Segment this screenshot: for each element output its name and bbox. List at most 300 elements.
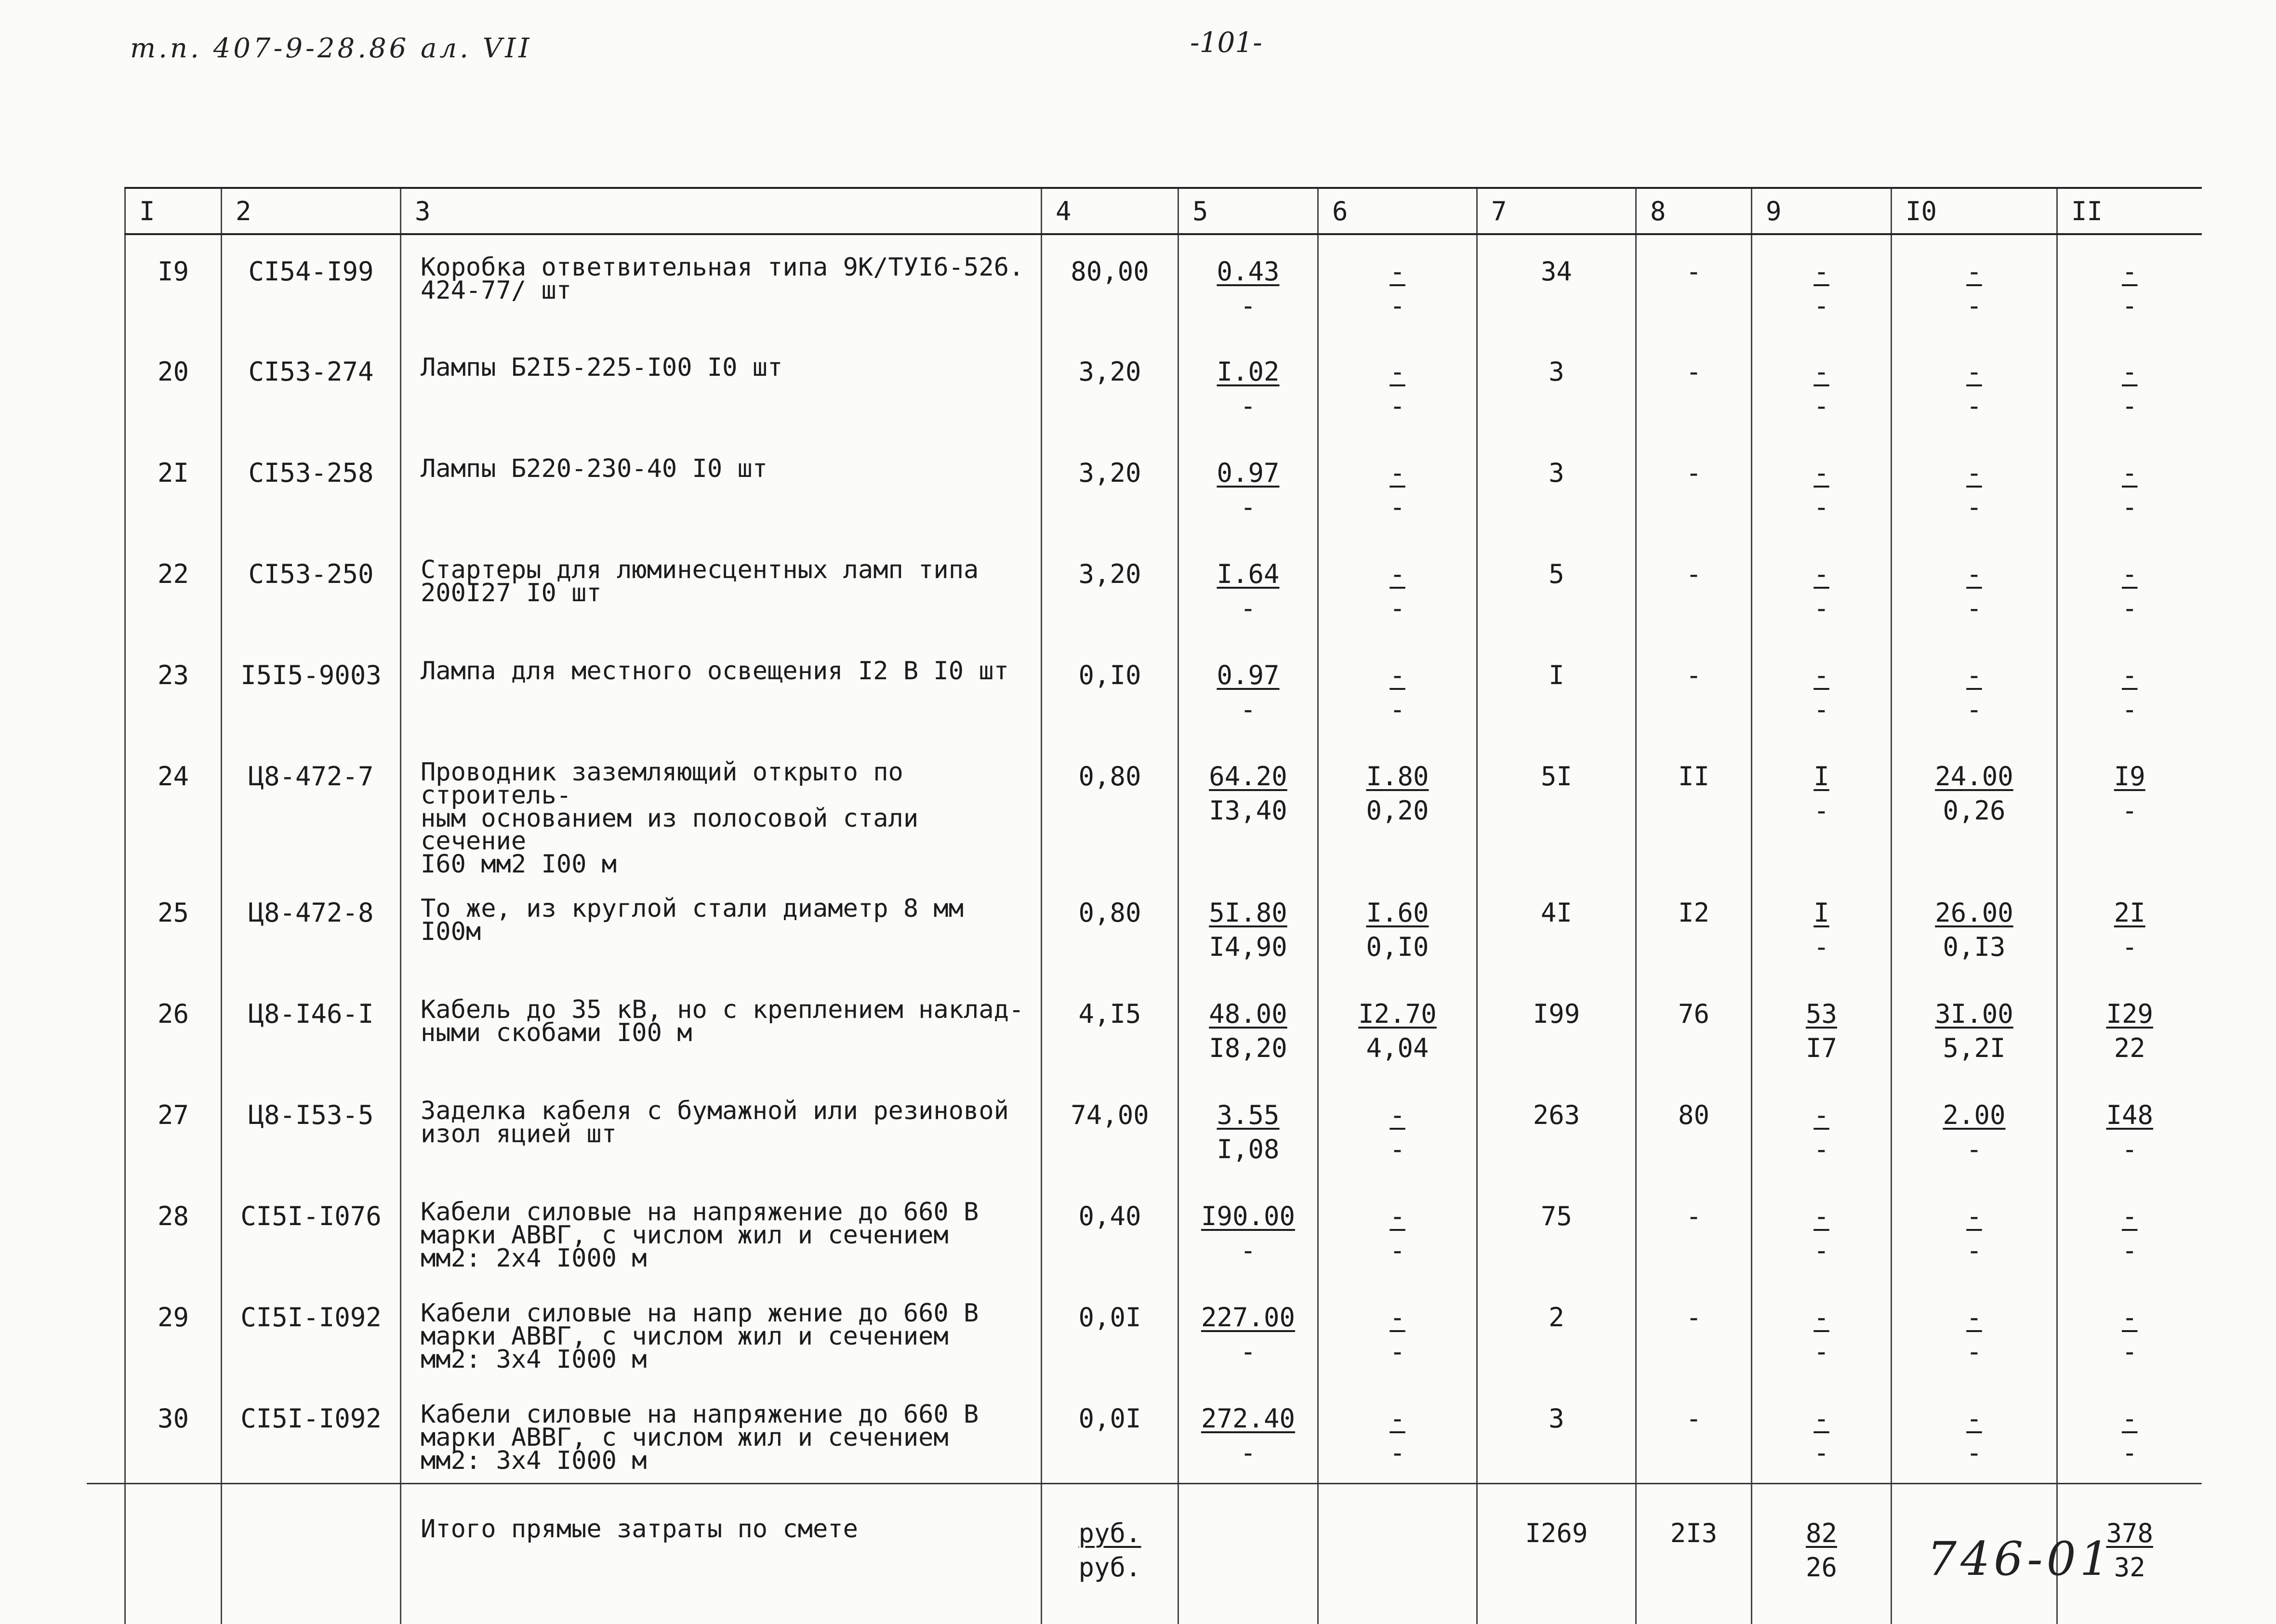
fraction-value xyxy=(1217,559,1279,623)
description-line: марки АВВГ, с числом жил и сечением xyxy=(421,1423,949,1452)
fraction-denominator: - xyxy=(1813,795,1829,826)
fraction-numerator: - xyxy=(1813,1302,1829,1333)
fraction-value xyxy=(1389,458,1405,522)
fraction-numerator: 2I xyxy=(2114,898,2145,928)
column-header-row xyxy=(125,188,2202,234)
description-line: Лампы Б220-230-40 I0 шт xyxy=(421,454,768,483)
cell-col6 xyxy=(1318,1382,1477,1483)
cell-col10 xyxy=(1892,538,2057,639)
fraction-value xyxy=(1217,256,1279,321)
fraction-value xyxy=(1366,761,1429,826)
fraction-value xyxy=(1389,559,1405,623)
fraction-denominator: I7 xyxy=(1805,1033,1838,1064)
cell-col9 xyxy=(1752,538,1892,639)
fraction-denominator: - xyxy=(1389,492,1405,522)
cell-col8: II xyxy=(1636,740,1752,876)
fraction-value xyxy=(2106,1100,2153,1164)
fraction-numerator: - xyxy=(1966,559,1982,589)
description-line: Кабель до 35 кВ, но с креплением наклад- xyxy=(421,995,1024,1025)
fraction-value xyxy=(1078,1518,1141,1583)
fraction-denominator: - xyxy=(1389,290,1405,321)
fraction-numerator: 5I.80 xyxy=(1209,898,1287,928)
column-header-7: 7 xyxy=(1477,188,1636,234)
fraction-value xyxy=(2122,356,2138,421)
fraction-numerator: - xyxy=(1389,458,1405,488)
cell-col7: 3 xyxy=(1477,436,1636,538)
fraction-denominator: - xyxy=(2121,593,2138,623)
fraction-denominator: I8,20 xyxy=(1209,1033,1287,1064)
quantity: 80,00 xyxy=(1042,234,1178,335)
fraction-denominator: - xyxy=(1813,1336,1829,1367)
fraction-denominator: - xyxy=(1389,593,1405,623)
quantity: 0,80 xyxy=(1042,740,1178,876)
price-code: Ц8-472-8 xyxy=(222,876,401,977)
fraction-value xyxy=(1966,1302,1982,1367)
cell-col5 xyxy=(1178,977,1318,1079)
cell-col9 xyxy=(1752,1180,1892,1281)
empty-cell xyxy=(1178,1483,1318,1624)
estimate-table xyxy=(124,187,2202,1624)
fraction-value xyxy=(1366,898,1429,962)
column-header-6: 6 xyxy=(1318,188,1477,234)
fraction-numerator: I xyxy=(1813,898,1829,928)
fraction-denominator: - xyxy=(1966,1134,1982,1165)
fraction-denominator: - xyxy=(1240,391,1256,421)
fraction-numerator: I9 xyxy=(2114,761,2145,792)
cell-col6 xyxy=(1318,876,1477,977)
fraction-denominator: 32 xyxy=(2114,1552,2145,1583)
description-line: ными скобами I00 м xyxy=(421,1018,692,1047)
fraction-numerator: 3.55 xyxy=(1217,1100,1280,1131)
fraction-denominator: 26 xyxy=(1805,1552,1838,1583)
cell-col5 xyxy=(1178,234,1318,335)
fraction-value xyxy=(1813,660,1829,725)
work-description xyxy=(401,639,1042,740)
table-row xyxy=(125,234,2202,335)
cell-col7: I99 xyxy=(1477,977,1636,1079)
description-line: марки АВВГ, с числом жил и сечением xyxy=(421,1321,949,1351)
fraction-denominator: - xyxy=(2121,932,2138,963)
total-col7: I269 xyxy=(1477,1483,1636,1624)
fraction-denominator: - xyxy=(2121,492,2138,522)
cell-col9 xyxy=(1752,876,1892,977)
fraction-numerator: - xyxy=(1966,256,1982,287)
total-col8: 2I3 xyxy=(1636,1483,1752,1624)
work-description xyxy=(401,538,1042,639)
description-line: Кабели силовые на напр жение до 660 В xyxy=(421,1299,979,1328)
fraction-denominator: 0,I0 xyxy=(1366,932,1429,963)
fraction-numerator: - xyxy=(1966,356,1982,387)
column-header-1: I xyxy=(125,188,222,234)
work-description xyxy=(401,335,1042,436)
work-description xyxy=(401,876,1042,977)
cell-col10 xyxy=(1892,1180,2057,1281)
fraction-numerator: - xyxy=(1813,660,1829,690)
column-header-8: 8 xyxy=(1636,188,1752,234)
table-row xyxy=(125,1079,2202,1180)
fraction-denominator: - xyxy=(1966,492,1982,522)
fraction-numerator: - xyxy=(2121,1403,2138,1434)
work-description xyxy=(401,740,1042,879)
fraction-numerator: I29 xyxy=(2106,999,2154,1030)
cell-col6 xyxy=(1318,234,1477,335)
fraction-value xyxy=(1935,999,2013,1063)
row-number: I9 xyxy=(125,234,222,335)
price-code: CI54-I99 xyxy=(222,234,401,335)
cell-col10 xyxy=(1892,335,2057,436)
quantity: 0,40 xyxy=(1042,1180,1178,1281)
fraction-denominator: - xyxy=(1813,932,1829,963)
cell-col11 xyxy=(2057,1281,2202,1382)
fraction-numerator: - xyxy=(1389,1403,1405,1434)
quantity: 74,00 xyxy=(1042,1079,1178,1180)
description-line: мм2: 3х4 I000 м xyxy=(421,1345,647,1374)
row-number: 23 xyxy=(125,639,222,740)
fraction-value xyxy=(2122,1403,2138,1468)
fraction-numerator: руб. xyxy=(1078,1518,1141,1548)
fraction-denominator: - xyxy=(1966,290,1982,321)
fraction-value xyxy=(2122,559,2138,623)
cell-col8: - xyxy=(1636,1180,1752,1281)
cell-col9 xyxy=(1752,234,1892,335)
fraction-denominator: - xyxy=(1240,1235,1256,1266)
table-row xyxy=(125,740,2202,876)
cell-col7: 4I xyxy=(1477,876,1636,977)
fraction-numerator: - xyxy=(2121,256,2138,287)
cell-col7: 3 xyxy=(1477,1382,1636,1483)
cell-col11 xyxy=(2057,639,2202,740)
fraction-value xyxy=(2106,1518,2153,1583)
cell-col8: - xyxy=(1636,1382,1752,1483)
description-line: 200I27 I0 шт xyxy=(421,578,602,607)
fraction-denominator: I3,40 xyxy=(1209,795,1287,826)
fraction-denominator: - xyxy=(1966,694,1982,725)
fraction-numerator: - xyxy=(2121,1302,2138,1333)
description-line: Кабели силовые на напряжение до 660 В xyxy=(421,1400,979,1429)
fraction-numerator: I.80 xyxy=(1366,761,1429,792)
column-header-11: II xyxy=(2057,188,2202,234)
fraction-value xyxy=(1966,356,1982,421)
cell-col5 xyxy=(1178,538,1318,639)
cell-col11 xyxy=(2057,1079,2202,1180)
cell-col11 xyxy=(2057,1180,2202,1281)
fraction-denominator: - xyxy=(1240,492,1256,522)
fraction-numerator: 82 xyxy=(1805,1518,1838,1548)
fraction-numerator: - xyxy=(2121,356,2138,387)
work-description xyxy=(401,1079,1042,1180)
cell-col5 xyxy=(1178,1382,1318,1483)
description-line: Стартеры для люминесцентных ламп типа xyxy=(421,555,979,584)
fraction-numerator: - xyxy=(1389,356,1405,387)
description-line: мм2: 3х4 I000 м xyxy=(421,1446,647,1475)
fraction-value xyxy=(1389,1403,1405,1468)
fraction-denominator: - xyxy=(1813,290,1829,321)
cell-col10 xyxy=(1892,234,2057,335)
cell-col9 xyxy=(1752,639,1892,740)
fraction-numerator: 26.00 xyxy=(1935,898,2013,928)
fraction-denominator: - xyxy=(2121,391,2138,421)
quantity: 0,0I xyxy=(1042,1281,1178,1382)
fraction-denominator: - xyxy=(2121,290,2138,321)
fraction-denominator: 0,26 xyxy=(1943,795,2006,826)
fraction-value xyxy=(1217,660,1279,725)
cell-col5 xyxy=(1178,1281,1318,1382)
fraction-numerator: - xyxy=(1389,1201,1405,1232)
fraction-numerator: - xyxy=(2121,660,2138,690)
fraction-value xyxy=(1209,898,1287,962)
cell-col7: I xyxy=(1477,639,1636,740)
fraction-denominator: - xyxy=(2121,1336,2138,1367)
cell-col6 xyxy=(1318,740,1477,876)
fraction-numerator: - xyxy=(1813,1201,1829,1232)
price-code: I5I5-9003 xyxy=(222,639,401,740)
fraction-denominator: - xyxy=(1240,1336,1256,1367)
fraction-denominator: - xyxy=(1389,1336,1405,1367)
cell-col6 xyxy=(1318,538,1477,639)
description-line: марки АВВГ, с числом жил и сечением xyxy=(421,1220,949,1250)
table-row xyxy=(125,1281,2202,1382)
row-number: 27 xyxy=(125,1079,222,1180)
fraction-value xyxy=(1201,1403,1295,1468)
table-row xyxy=(125,538,2202,639)
fraction-denominator: - xyxy=(1966,1235,1982,1266)
description-line: Лампы Б2I5-225-I00 I0 шт xyxy=(421,353,783,382)
fraction-value xyxy=(1813,1201,1829,1266)
fraction-numerator: 2.00 xyxy=(1943,1100,2006,1131)
fraction-value xyxy=(2122,660,2138,725)
cell-col7: 5I xyxy=(1477,740,1636,876)
price-code: Ц8-I46-I xyxy=(222,977,401,1079)
cell-col8: I2 xyxy=(1636,876,1752,977)
empty-cell xyxy=(222,1483,401,1624)
description-line: Лампа для местного освещения I2 В I0 шт xyxy=(421,657,1009,686)
column-header-9: 9 xyxy=(1752,188,1892,234)
price-code: CI5I-I092 xyxy=(222,1281,401,1382)
fraction-denominator: - xyxy=(2121,694,2138,725)
fraction-numerator: - xyxy=(2121,458,2138,488)
quantity: 3,20 xyxy=(1042,436,1178,538)
fraction-denominator: 0,20 xyxy=(1366,795,1429,826)
fraction-denominator: 5,2I xyxy=(1943,1033,2006,1064)
fraction-value xyxy=(1813,1302,1829,1367)
fraction-denominator: - xyxy=(1966,593,1982,623)
fraction-numerator: 64.20 xyxy=(1209,761,1287,792)
fraction-numerator: - xyxy=(2121,1201,2138,1232)
fraction-value xyxy=(1943,1100,2005,1164)
row-number: 25 xyxy=(125,876,222,977)
cell-col6 xyxy=(1318,1079,1477,1180)
quantity: 0,I0 xyxy=(1042,639,1178,740)
fraction-denominator: - xyxy=(1240,593,1256,623)
fraction-value xyxy=(1935,761,2013,826)
cell-col10 xyxy=(1892,639,2057,740)
fraction-denominator: I,08 xyxy=(1217,1134,1280,1165)
fraction-value xyxy=(2114,898,2145,962)
fraction-numerator: - xyxy=(1966,1302,1982,1333)
empty-cell xyxy=(1318,1483,1477,1624)
fraction-denominator: - xyxy=(1240,290,1256,321)
fraction-denominator: - xyxy=(2121,1134,2138,1165)
archive-stamp: 746-01 xyxy=(1927,1532,2113,1586)
cell-col6 xyxy=(1318,1180,1477,1281)
column-header-10: I0 xyxy=(1892,188,2057,234)
cell-col5 xyxy=(1178,335,1318,436)
fraction-value xyxy=(2122,256,2138,321)
fraction-denominator: 22 xyxy=(2114,1033,2145,1064)
fraction-numerator: 0.97 xyxy=(1217,458,1280,488)
fraction-numerator: - xyxy=(1966,458,1982,488)
work-description xyxy=(401,1281,1042,1382)
fraction-numerator: - xyxy=(1813,1100,1829,1131)
cell-col9 xyxy=(1752,740,1892,876)
column-header-4: 4 xyxy=(1042,188,1178,234)
fraction-value xyxy=(1813,559,1829,623)
fraction-value xyxy=(1813,356,1829,421)
fraction-numerator: I90.00 xyxy=(1201,1201,1296,1232)
fraction-value xyxy=(1966,458,1982,522)
total-unit xyxy=(1042,1483,1178,1624)
fraction-denominator: - xyxy=(1389,1235,1405,1266)
column-header-3: 3 xyxy=(401,188,1042,234)
fraction-value xyxy=(1935,898,2013,962)
cell-col5 xyxy=(1178,1180,1318,1281)
fraction-denominator: - xyxy=(1813,1134,1829,1165)
fraction-value xyxy=(1813,1100,1829,1164)
page-number: -101- xyxy=(1190,26,1262,59)
row-number: 29 xyxy=(125,1281,222,1382)
fraction-value xyxy=(2106,999,2153,1063)
fraction-value xyxy=(1813,1403,1829,1468)
fraction-value xyxy=(1966,559,1982,623)
fraction-denominator: - xyxy=(1240,1438,1256,1468)
cell-col9 xyxy=(1752,335,1892,436)
fraction-numerator: - xyxy=(1389,1100,1405,1131)
fraction-denominator: - xyxy=(1813,694,1829,725)
fraction-denominator: - xyxy=(2121,1438,2138,1468)
price-code: CI53-250 xyxy=(222,538,401,639)
cell-col9 xyxy=(1752,1281,1892,1382)
fraction-numerator: - xyxy=(1389,559,1405,589)
cell-col11 xyxy=(2057,234,2202,335)
row-number: 2I xyxy=(125,436,222,538)
description-line: мм2: 2х4 I000 м xyxy=(421,1243,647,1273)
fraction-denominator: - xyxy=(1813,391,1829,421)
work-description xyxy=(401,436,1042,538)
fraction-value xyxy=(1813,256,1829,321)
cell-col6 xyxy=(1318,1281,1477,1382)
fraction-denominator: - xyxy=(2121,795,2138,826)
fraction-value xyxy=(1389,1100,1405,1164)
fraction-value xyxy=(2114,761,2145,826)
cell-col8: - xyxy=(1636,335,1752,436)
fraction-value xyxy=(1358,999,1437,1063)
price-code: CI5I-I092 xyxy=(222,1382,401,1483)
row-number: 28 xyxy=(125,1180,222,1281)
fraction-denominator: - xyxy=(1966,391,1982,421)
fraction-denominator: - xyxy=(2121,1235,2138,1266)
description-line: Заделка кабеля с бумажной или резиновой xyxy=(421,1096,1009,1126)
cell-col11 xyxy=(2057,876,2202,977)
description-line: изол яцией шт xyxy=(421,1119,617,1149)
fraction-numerator: - xyxy=(1813,559,1829,589)
cell-col5 xyxy=(1178,740,1318,876)
cell-col9 xyxy=(1752,1382,1892,1483)
description-line: I60 мм2 I00 м xyxy=(421,850,617,879)
cell-col10 xyxy=(1892,1079,2057,1180)
fraction-numerator: I xyxy=(1813,761,1829,792)
cell-col10 xyxy=(1892,436,2057,538)
total-col9 xyxy=(1752,1483,1892,1624)
table-row xyxy=(125,1382,2202,1483)
fraction-numerator: 378 xyxy=(2106,1518,2154,1548)
cell-col8: - xyxy=(1636,436,1752,538)
table-row xyxy=(125,436,2202,538)
fraction-denominator: - xyxy=(1966,1438,1982,1468)
quantity: 3,20 xyxy=(1042,538,1178,639)
fraction-numerator: - xyxy=(1813,256,1829,287)
fraction-numerator: - xyxy=(1389,1302,1405,1333)
document-reference: т.п. 407-9-28.86 ал. VII xyxy=(130,33,532,64)
column-header-5: 5 xyxy=(1178,188,1318,234)
fraction-value xyxy=(1209,999,1287,1063)
fraction-value xyxy=(1813,898,1829,962)
table-row xyxy=(125,1180,2202,1281)
cell-col10 xyxy=(1892,977,2057,1079)
cell-col9 xyxy=(1752,977,1892,1079)
fraction-denominator: - xyxy=(1813,492,1829,522)
quantity: 0,0I xyxy=(1042,1382,1178,1483)
fraction-numerator: - xyxy=(1813,458,1829,488)
fraction-value xyxy=(1389,256,1405,321)
row-number: 24 xyxy=(125,740,222,876)
description-line: Коробка ответвительная типа 9К/ТУI6-526. xyxy=(421,253,1024,282)
row-number: 26 xyxy=(125,977,222,1079)
fraction-denominator: - xyxy=(1389,1438,1405,1468)
empty-cell xyxy=(125,1483,222,1624)
cell-col11 xyxy=(2057,740,2202,876)
work-description xyxy=(401,1180,1042,1281)
cell-col5 xyxy=(1178,876,1318,977)
fraction-value xyxy=(1966,1403,1982,1468)
fraction-value xyxy=(1389,356,1405,421)
cell-col8: - xyxy=(1636,234,1752,335)
description-line: То же, из круглой стали диаметр 8 мм I00м xyxy=(421,894,964,946)
row-number: 22 xyxy=(125,538,222,639)
fraction-numerator: 3I.00 xyxy=(1935,999,2013,1030)
description-line: Кабели силовые на напряжение до 660 В xyxy=(421,1198,979,1227)
fraction-value xyxy=(1217,458,1279,522)
fraction-value xyxy=(1201,1302,1295,1367)
fraction-denominator: - xyxy=(1813,1438,1829,1468)
fraction-numerator: - xyxy=(1966,1201,1982,1232)
fraction-denominator: - xyxy=(1389,391,1405,421)
table-row xyxy=(125,977,2202,1079)
fraction-value xyxy=(1813,761,1829,826)
fraction-numerator: I2.70 xyxy=(1358,999,1437,1030)
fraction-value xyxy=(1389,1302,1405,1367)
fraction-value xyxy=(1209,761,1287,826)
fraction-value xyxy=(2122,1201,2138,1266)
cell-col8: - xyxy=(1636,1281,1752,1382)
fraction-numerator: I48 xyxy=(2106,1100,2154,1131)
fraction-numerator: - xyxy=(1389,256,1405,287)
fraction-denominator: - xyxy=(1966,1336,1982,1367)
fraction-value xyxy=(1389,660,1405,725)
cell-col6 xyxy=(1318,639,1477,740)
description-line: 424-77/ шт xyxy=(421,276,572,305)
fraction-numerator: 48.00 xyxy=(1209,999,1287,1030)
cell-col11 xyxy=(2057,436,2202,538)
